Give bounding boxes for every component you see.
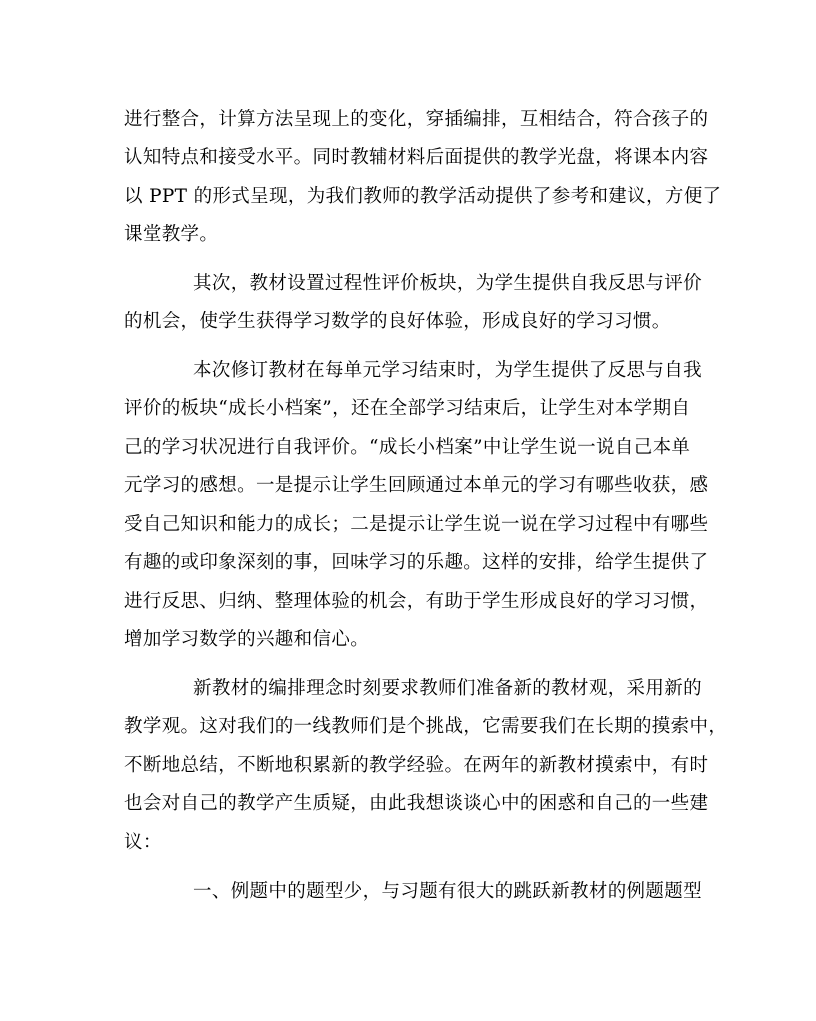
text-line: 进行整合，计算方法呈现上的变化，穿插编排，互相结合，符合孩子的: [124, 109, 709, 130]
text-line: 评价的板块“成长小档案”，还在全部学习结束后，让学生对本学期自: [124, 398, 691, 419]
text-line: 议：: [124, 832, 162, 853]
text-line: 以 PPT 的形式呈现，为我们教师的教学活动提供了参考和建议，方便了: [124, 186, 722, 207]
text-line: 有趣的或印象深刻的事，回味学习的乐趣。这样的安排，给学生提供了: [124, 552, 709, 573]
paragraph-first-line: 其次，教材设置过程性评价板块，为学生提供自我反思与评价: [193, 273, 702, 294]
text-line: 元学习的感想。一是提示让学生回顾通过本单元的学习有哪些收获，感: [124, 475, 709, 496]
text-line: 的机会，使学生获得学习数学的良好体验，形成良好的学习习惯。: [124, 311, 671, 332]
text-line: 进行反思、归纳、整理体验的机会，有助于学生形成良好的学习习惯，: [124, 591, 709, 612]
text-line: 课堂教学。: [124, 224, 219, 245]
paragraph-first-line: 新教材的编排理念时刻要求教师们准备新的教材观，采用新的: [193, 678, 702, 699]
paragraph-first-line: 一、例题中的题型少，与习题有很大的跳跃新教材的例题题型: [193, 881, 702, 902]
text-line: 教学观。这对我们的一线教师们是个挑战，它需要我们在长期的摸索中，: [124, 716, 728, 737]
paragraph-first-line: 本次修订教材在每单元学习结束时，为学生提供了反思与自我: [193, 360, 702, 381]
text-line: 也会对自己的教学产生质疑，由此我想谈谈心中的困惑和自己的一些建: [124, 793, 709, 814]
text-line: 受自己知识和能力的成长；二是提示让学生说一说在学习过程中有哪些: [124, 514, 709, 535]
text-line: 不断地总结，不断地积累新的教学经验。在两年的新教材摸索中，有时: [124, 755, 709, 776]
text-line: 己的学习状况进行自我评价。“成长小档案”中让学生说一说自己本单: [124, 437, 691, 458]
text-line: 增加学习数学的兴趣和信心。: [124, 629, 370, 650]
text-line: 认知特点和接受水平。同时教辅材料后面提供的教学光盘，将课本内容: [124, 147, 709, 168]
